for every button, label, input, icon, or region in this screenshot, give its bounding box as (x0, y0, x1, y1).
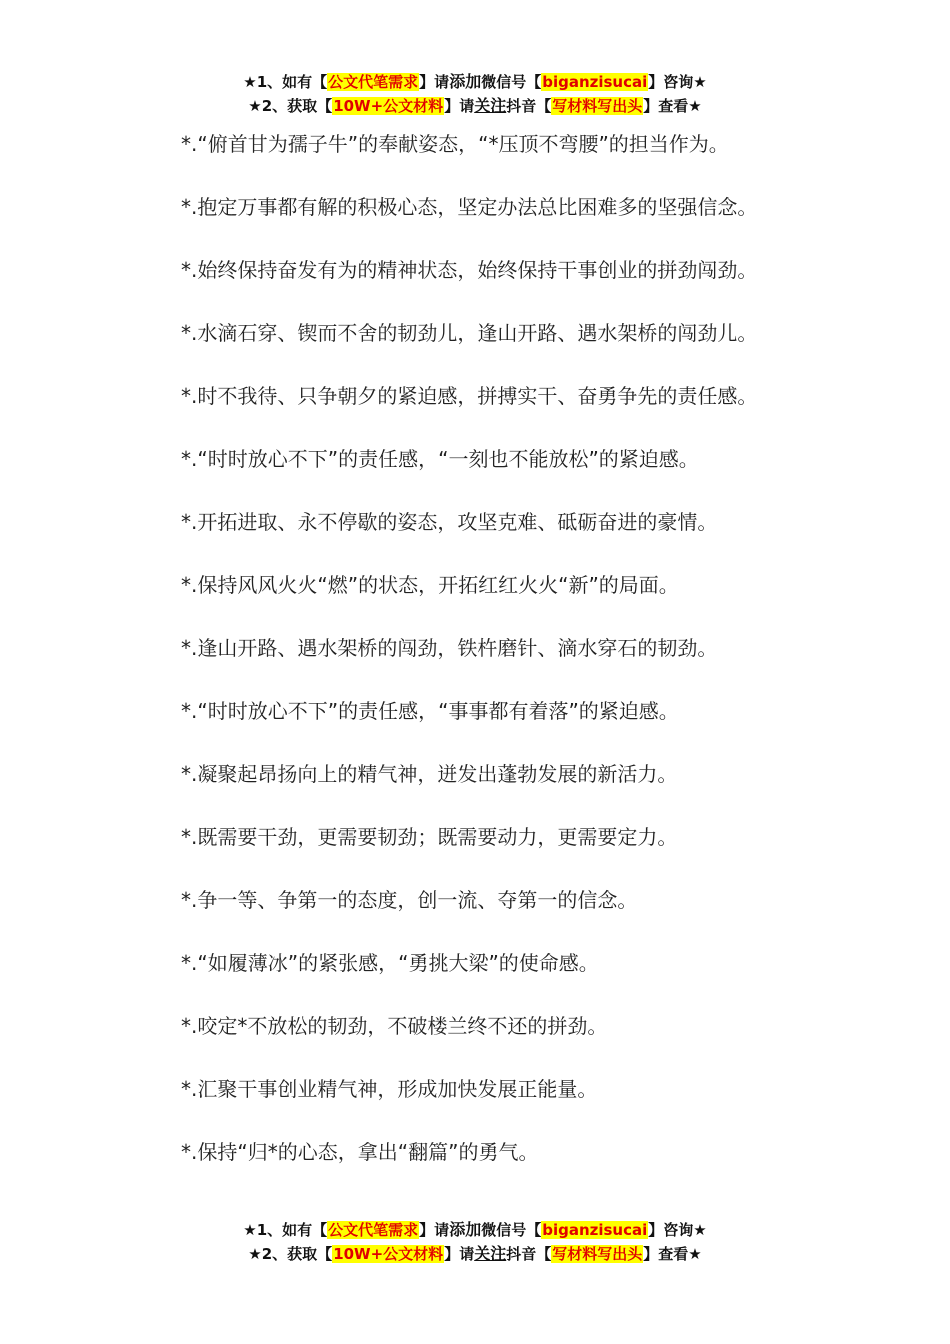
header-banner (0, 70, 950, 118)
phrase-line: *.保持风风火火“燃”的状态，开拓红红火火“新”的局面。 (181, 573, 679, 597)
phrase-line: *.水滴石穿、锲而不舍的韧劲儿，逢山开路、遇水架桥的闯劲儿。 (181, 321, 758, 345)
banner-highlight: 公文代笔需求 (328, 73, 419, 91)
phrase-line: *.“俯首甘为孺子牛”的奉献姿态，“*压顶不弯腰”的担当作为。 (181, 132, 729, 156)
banner-line-2: ★2、获取【10W+公文材料】请关注抖音【写材料写出头】查看★ (248, 96, 702, 115)
banner-highlight: 10W+公文材料 (333, 97, 444, 115)
footer-banner (0, 1218, 950, 1266)
phrase-line: *.保持“归*的心态，拿出“翻篇”的勇气。 (181, 1140, 539, 1164)
banner-highlight: 10W+公文材料 (333, 1245, 444, 1263)
phrase-line: *.抱定万事都有解的积极心态，坚定办法总比困难多的坚强信念。 (181, 195, 758, 219)
phrase-line: *.始终保持奋发有为的精神状态，始终保持干事创业的拼劲闯劲。 (181, 258, 758, 282)
phrase-line: *.“如履薄冰”的紧张感，“勇挑大梁”的使命感。 (181, 951, 599, 975)
banner-highlight: 写材料写出头 (552, 97, 643, 115)
phrase-line: *.争一等、争第一的态度，创一流、夺第一的信念。 (181, 888, 638, 912)
banner-highlight: 公文代笔需求 (328, 1221, 419, 1239)
banner-line-1: ★1、如有【公文代笔需求】请添加微信号【biganzisucai】咨询★ (243, 72, 707, 91)
banner-line-2: ★2、获取【10W+公文材料】请关注抖音【写材料写出头】查看★ (248, 1244, 702, 1263)
phrase-line: *.既需要干劲，更需要韧劲；既需要动力，更需要定力。 (181, 825, 678, 849)
phrase-line: *.时不我待、只争朝夕的紧迫感，拼搏实干、奋勇争先的责任感。 (181, 384, 758, 408)
phrase-line: *.“时时放心不下”的责任感，“一刻也不能放松”的紧迫感。 (181, 447, 699, 471)
phrase-line: *.“时时放心不下”的责任感，“事事都有着落”的紧迫感。 (181, 699, 679, 723)
phrase-line: *.开拓进取、永不停歇的姿态，攻坚克难、砥砺奋进的豪情。 (181, 510, 718, 534)
phrase-list (181, 128, 901, 1199)
banner-highlight: biganzisucai (542, 1221, 648, 1239)
phrase-line: *.汇聚干事创业精气神，形成加快发展正能量。 (181, 1077, 598, 1101)
banner-line-1: ★1、如有【公文代笔需求】请添加微信号【biganzisucai】咨询★ (243, 1220, 707, 1239)
phrase-line: *.逢山开路、遇水架桥的闯劲，铁杵磨针、滴水穿石的韧劲。 (181, 636, 718, 660)
banner-highlight: 写材料写出头 (552, 1245, 643, 1263)
phrase-line: *.咬定*不放松的韧劲，不破楼兰终不还的拼劲。 (181, 1014, 608, 1038)
banner-highlight: biganzisucai (542, 73, 648, 91)
phrase-line: *.凝聚起昂扬向上的精气神，迸发出蓬勃发展的新活力。 (181, 762, 678, 786)
